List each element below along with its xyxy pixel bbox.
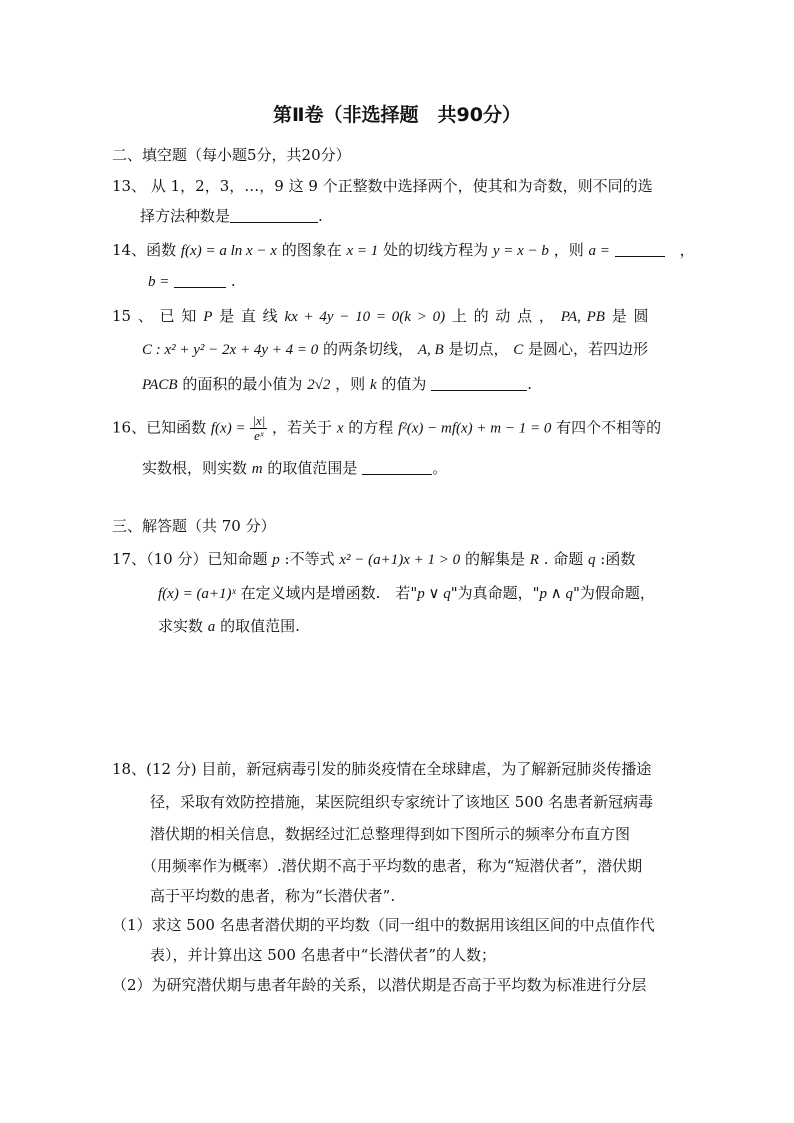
question-15-text-g: 的面积的最小值为 — [182, 375, 303, 393]
question-17-text-e: 在定义域内是增函数. 若" — [240, 584, 418, 602]
answer-blank-14-b[interactable] — [174, 273, 226, 288]
section-heading-solutions: 三、解答题（共 70 分） — [112, 517, 276, 535]
page-title: 第Ⅱ卷（非选择题 共90分） — [273, 104, 521, 126]
answer-blank-14-a[interactable] — [615, 242, 665, 257]
question-14-line-1: 14、函数 f(x) = a ln x − x 的图象在 x = 1 处的切线方程为 y = x − b ，则 a = ， — [112, 241, 695, 259]
question-15-line-equation: kx + 4y − 10 = 0(k > 0) — [284, 309, 446, 325]
question-17-line-2 — [158, 583, 655, 604]
question-17-real-set: R — [529, 552, 539, 568]
question-18-line-3: 潜伏期的相关信息，数据经过汇总整理得到如下图所示的频率分布直方图 — [150, 825, 631, 843]
question-15-circle-equation: C : x² + y² − 2x + 4y + 4 = 0 — [142, 342, 319, 358]
answer-blank-15[interactable] — [431, 376, 527, 391]
question-16-line-2 — [142, 458, 447, 479]
question-18-part-1-line-2: 表），并计算出这 500 名患者中“长潜伏者”的人数； — [150, 946, 497, 964]
question-14-a-label: a = — [588, 243, 610, 259]
question-15-point-p: P — [203, 309, 213, 325]
question-17-p: p — [272, 552, 280, 568]
question-16-numerator: |x| — [252, 413, 266, 428]
question-16-text-b: 的方程 — [348, 418, 394, 437]
question-14-function: f(x) = a ln x − x — [180, 243, 277, 259]
question-17-line-1 — [112, 549, 635, 570]
answer-blank-16[interactable] — [362, 460, 432, 475]
question-15-text-d: 的两条切线， — [323, 340, 414, 358]
question-15-tangents: PA, PB — [560, 309, 605, 325]
question-17-text-g: "为假命题， — [573, 584, 655, 602]
question-15-text-e: 是切点， — [448, 340, 509, 358]
question-16-function-lhs: f(x) = — [210, 420, 246, 437]
question-17-text-a: :不等式 — [284, 550, 335, 568]
question-16-prefix: 16、已知函数 — [112, 418, 207, 437]
question-17-line-3 — [158, 616, 300, 637]
question-17-inequality: x² − (a+1)x + 1 > 0 — [339, 552, 461, 568]
question-17-text-i: 的取值范围. — [220, 617, 300, 635]
question-15-line-3: PACB 的面积的最小值为 2√2 ，则 k 的值为 . — [142, 375, 532, 393]
question-18-line-4: （用频率作为概率）.潜伏期不高于平均数的患者，称为“短潜伏者”，潜伏期 — [142, 857, 643, 875]
question-18-line-5: 高于平均数的患者，称为“长潜伏者”. — [150, 887, 396, 905]
question-17-p-and-q: p ∧ q — [539, 586, 574, 602]
question-15-points-ab: A, B — [417, 342, 444, 358]
question-17-text-b: 的解集是 — [464, 550, 525, 568]
question-16-equation: f²(x) − mf(x) + m − 1 = 0 — [398, 420, 552, 437]
question-17-text-c: . 命题 — [543, 550, 584, 568]
question-17-text-f: "为真命题，" — [450, 584, 540, 602]
question-14-text-b: 处的切线方程为 — [383, 241, 489, 259]
question-18-line-2: 径，采取有效防控措施，某医院组织专家统计了该地区 500 名患者新冠病毒 — [150, 793, 654, 811]
answer-blank-13[interactable] — [230, 208, 318, 223]
question-14-point: x = 1 — [346, 243, 379, 259]
question-17-q: q — [588, 552, 596, 568]
question-15-k: k — [369, 377, 377, 393]
question-15-quadrilateral: PACB — [142, 377, 178, 393]
question-17-text-h: 求实数 — [158, 617, 204, 635]
question-18-line-1: 18、(12 分) 目前，新冠病毒引发的肺炎疫情在全球肆虐，为了解新冠肺炎传播途 — [112, 760, 652, 778]
question-15-min-area: 2√2 — [307, 377, 331, 393]
question-14-line-2: b = . — [148, 272, 236, 290]
question-16-period: 。 — [432, 459, 448, 477]
question-14-text-c: ，则 — [553, 241, 584, 259]
question-16-m: m — [251, 461, 263, 477]
question-13-line-2: 择方法种数是 . — [140, 207, 323, 225]
question-16-text-d: 实数根，则实数 — [142, 459, 248, 477]
question-14-text-a: 的图象在 — [281, 241, 342, 259]
question-16-denominator: eˣ — [254, 428, 264, 443]
question-17-text-d: :函数 — [600, 550, 636, 568]
question-14-b-label: b = — [148, 274, 170, 290]
question-15-text-i: 的值为 — [381, 375, 427, 393]
question-17-prefix: 17、（10 分）已知命题 — [112, 550, 268, 568]
question-13-text: 择方法种数是 — [140, 207, 231, 225]
question-14-prefix: 14、函数 — [112, 241, 177, 259]
question-16-text-a: ，若关于 — [272, 418, 333, 437]
section-heading-fill-blank: 二、填空题（每小题5分，共20分） — [112, 146, 351, 164]
question-16-line-1 — [112, 414, 661, 443]
question-18-part-2-line-1: （2）为研究潜伏期与患者年龄的关系，以潜伏期是否高于平均数为标准进行分层 — [112, 976, 647, 994]
question-16-text-c: 有四个不相等的 — [556, 418, 662, 437]
question-14-tangent: y = x − b — [492, 243, 549, 259]
question-15-prefix: 15 、 已 知 — [112, 307, 197, 325]
question-15-center-c: C — [513, 342, 524, 358]
question-15-text-h: ，则 — [335, 375, 366, 393]
question-15-text-a: 是 直 线 — [219, 307, 278, 325]
question-15-line-2 — [142, 339, 648, 360]
question-15-text-f: 是圆心，若四边形 — [528, 340, 649, 358]
question-17-a: a — [207, 619, 216, 635]
question-16-x: x — [336, 420, 344, 437]
question-18-part-1-line-1: （1）求这 500 名患者潜伏期的平均数（同一组中的数据用该组区间的中点值作代 — [112, 916, 655, 934]
question-17-p-or-q: p ∨ q — [417, 586, 451, 602]
question-15-text-c: 是 圆 — [611, 307, 649, 325]
question-17-function: f(x) = (a+1)ˣ — [158, 586, 236, 602]
question-16-fraction — [250, 414, 267, 443]
question-16-text-e: 的取值范围是 — [267, 459, 358, 477]
question-15-line-1 — [112, 306, 649, 327]
question-13-line-1: 13、 从 1，2，3，…，9 这 9 个正整数中选择两个，使其和为奇数，则不同的选 — [112, 177, 653, 195]
question-15-text-b: 上 的 动 点 ， — [451, 307, 554, 325]
